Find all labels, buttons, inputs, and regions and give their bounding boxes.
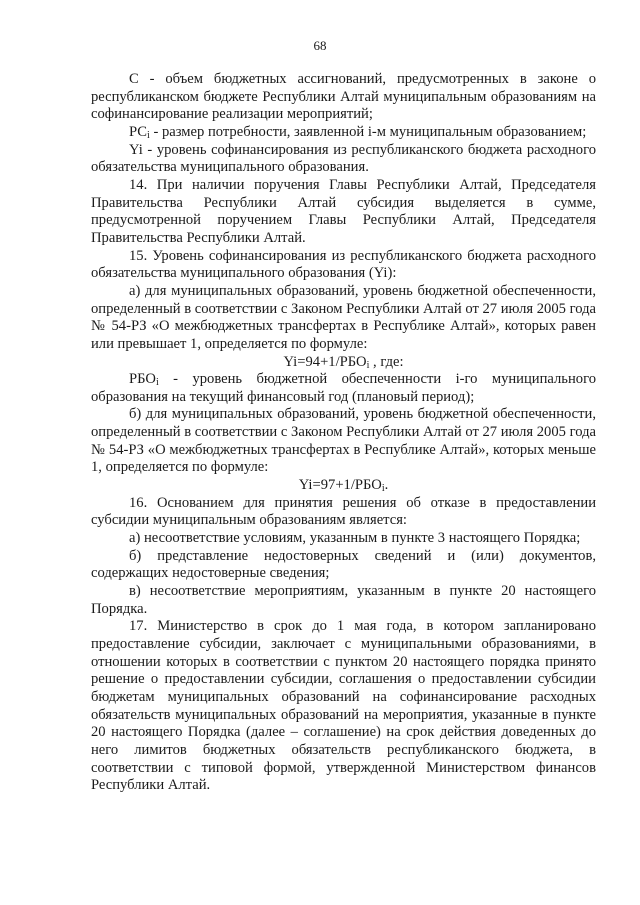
- paragraph: [91, 283, 596, 354]
- paragraph-text-continued: - размер потребности, заявленной i-м муниципальным образованием;: [149, 123, 587, 140]
- paragraph-text: 15. Уровень софинансирования из республиканского бюджета расходного обязательства муниципального образования (Yi):: [91, 247, 596, 282]
- paragraph-text: а) несоответствие условиям, указанным в пункте 3 настоящего Порядка;: [129, 530, 581, 547]
- paragraph-text: РС: [129, 123, 148, 140]
- paragraph: [91, 548, 596, 583]
- document-body: [91, 71, 596, 795]
- paragraph: [91, 583, 596, 618]
- paragraph-text: 16. Основанием для принятия решения об отказе в предоставлении субсидии муниципальным образованиям является:: [91, 494, 596, 529]
- page-number: 68: [313, 38, 327, 53]
- paragraph-text-continued: .: [384, 477, 389, 494]
- paragraph-text: 14. При наличии поручения Главы Республики Алтай, Председателя Правительства Республики Алтай субсидия выделяется в сумме, предусмотренной поручением Главы Республики Алтай, Председателя Правительства Республики Алтай.: [91, 176, 596, 246]
- paragraph: [91, 406, 596, 477]
- formula: [91, 354, 596, 372]
- paragraph-text-continued: - уровень бюджетной обеспеченности i-го муниципального образования на текущий финансовый год (плановый период);: [91, 371, 596, 405]
- formula: [91, 477, 596, 495]
- paragraph: [91, 177, 596, 248]
- paragraph: [91, 71, 596, 124]
- paragraph-text: в) несоответствие мероприятиям, указанным в пункте 20 настоящего Порядка.: [91, 583, 596, 617]
- paragraph-text: б) для муниципальных образований, уровень бюджетной обеспеченности, определенный в соответствии с Законом Республики Алтай от 27 июля 2005 года № 54-РЗ «О межбюджетных трансфертах в Республике Алтай», которых меньше 1, определяется по формуле:: [91, 406, 596, 476]
- paragraph-text: а) для муниципальных образований, уровень бюджетной обеспеченности, определенный в соответствии с Законом Республики Алтай от 27 июля 2005 года № 54-РЗ «О межбюджетных трансфертах в Республике Алтай», которых равен или превышает 1, определяется по формуле:: [91, 282, 596, 352]
- paragraph-text: Yi - уровень софинансирования из республиканского бюджета расходного обязательства муниципального образования.: [91, 141, 596, 176]
- subscript: i: [366, 359, 370, 371]
- paragraph: [91, 618, 596, 795]
- paragraph: [91, 142, 596, 177]
- paragraph-text: б) представление недостоверных сведений и (или) документов, содержащих недостоверные сведения;: [91, 547, 596, 582]
- subscript: i: [381, 483, 385, 495]
- paragraph-text: Yi=97+1/РБО: [298, 477, 382, 494]
- paragraph-text: Yi=94+1/РБО: [283, 353, 367, 370]
- paragraph: [91, 530, 596, 548]
- subscript: i: [147, 129, 150, 141]
- paragraph-text-continued: , где:: [369, 353, 404, 370]
- paragraph: [91, 371, 596, 406]
- paragraph: [91, 124, 596, 142]
- paragraph-text: С - объем бюджетных ассигнований, предусмотренных в законе о республиканском бюджете Республики Алтай муниципальным образованиям на софинансирование реализации мероприятий;: [91, 71, 596, 123]
- subscript: i: [155, 377, 159, 389]
- paragraph: [91, 495, 596, 530]
- paragraph-text: 17. Министерство в срок до 1 мая года, в котором запланировано предоставление субсидии, заключает с муниципальными образованиями, в отношении которых в соответствии с пунктом 20 настоящего порядка принято решение о предоставлении субсидии, соглашения о предоставлении субсидии бюджетам муниципальных образований на софинансирование расходных обязательств муниципальных образований на мероприятия, указанные в пункте 20 настоящего Порядка (далее – соглашение) на срок действия доведенных до него лимитов бюджетных обязательств республиканского бюджета, в соответствии с типовой формой, утвержденной Министерством финансов Республики Алтай.: [91, 618, 596, 794]
- paragraph-text: РБО: [129, 371, 156, 388]
- paragraph: [91, 248, 596, 283]
